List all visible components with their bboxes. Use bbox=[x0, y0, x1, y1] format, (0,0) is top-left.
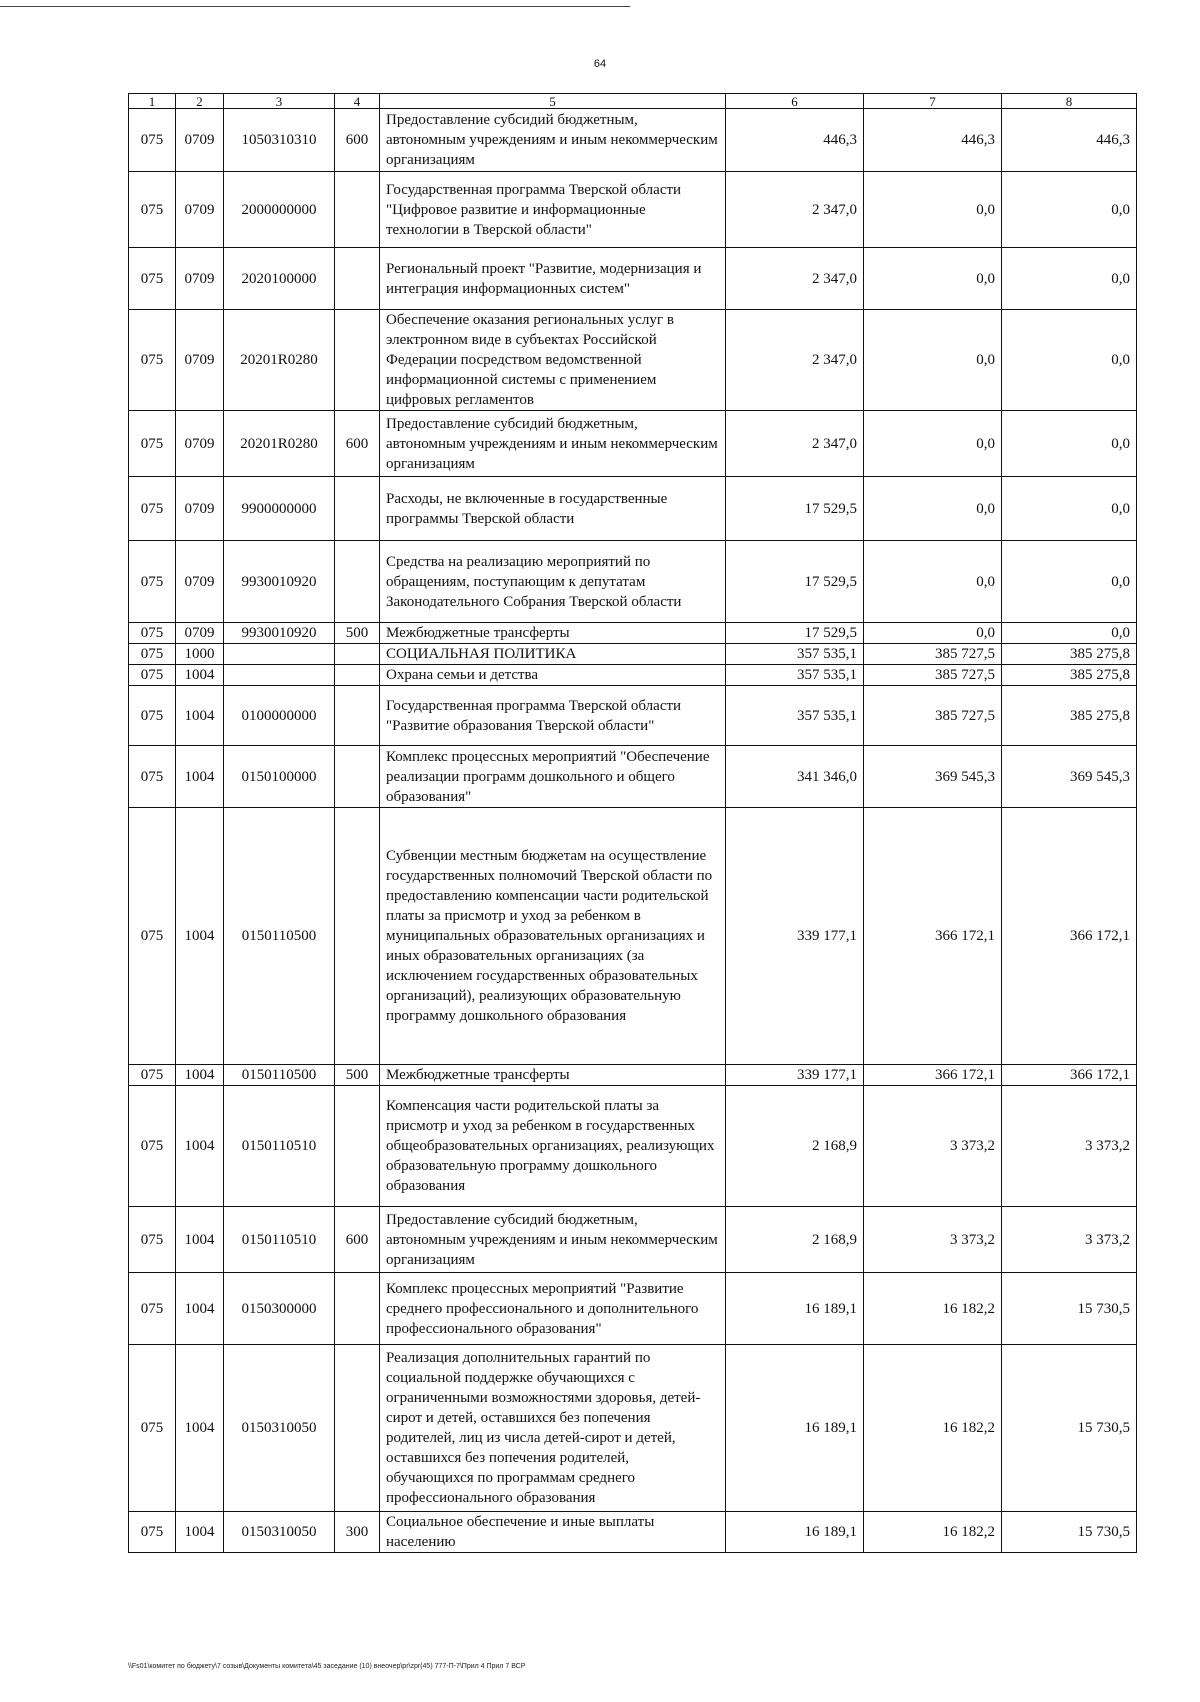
table-row bbox=[129, 310, 1137, 411]
amount-col8: 385 275,8 bbox=[1002, 686, 1137, 746]
amount-col6: 16 189,1 bbox=[726, 1273, 864, 1345]
amount-col8: 385 275,8 bbox=[1002, 665, 1137, 686]
amount-col6: 2 347,0 bbox=[726, 172, 864, 248]
table-row bbox=[129, 686, 1137, 746]
amount-col7: 16 182,2 bbox=[864, 1345, 1002, 1512]
expense-type-code bbox=[335, 1345, 380, 1512]
amount-col7: 0,0 bbox=[864, 172, 1002, 248]
expense-type-code bbox=[335, 808, 380, 1065]
ministry-code: 075 bbox=[129, 623, 176, 644]
table-row bbox=[129, 1207, 1137, 1273]
expense-description: Реализация дополнительных гарантий по социальной поддержке обучающихся с ограниченными возможностями здоровья, детей-сирот и детей, оставшихся без попечения родителей, лиц из числа детей-сирот и детей, оставшихся без попечения родителей, обучающихся по программам среднего профессионального образования bbox=[380, 1345, 726, 1512]
ministry-code: 075 bbox=[129, 248, 176, 310]
target-article-code: 0100000000 bbox=[224, 686, 335, 746]
expense-description: Государственная программа Тверской области "Развитие образования Тверской области" bbox=[380, 686, 726, 746]
amount-col6: 2 347,0 bbox=[726, 411, 864, 477]
expense-description: Компенсация части родительской платы за присмотр и уход за ребенком в государственных общеобразовательных организациях, реализующих образовательную программу дошкольного образования bbox=[380, 1086, 726, 1207]
expense-description: Комплекс процессных мероприятий "Развитие среднего профессионального и дополнительного профессионального образования" bbox=[380, 1273, 726, 1345]
expense-type-code bbox=[335, 665, 380, 686]
section-code: 1004 bbox=[176, 665, 224, 686]
section-code: 0709 bbox=[176, 109, 224, 172]
table-row bbox=[129, 1512, 1137, 1553]
page-number: 64 bbox=[593, 58, 607, 70]
amount-col8: 0,0 bbox=[1002, 477, 1137, 541]
amount-col8: 0,0 bbox=[1002, 248, 1137, 310]
amount-col8: 369 545,3 bbox=[1002, 746, 1137, 808]
amount-col8: 366 172,1 bbox=[1002, 1065, 1137, 1086]
table-row bbox=[129, 1345, 1137, 1512]
target-article-code bbox=[224, 665, 335, 686]
section-code: 0709 bbox=[176, 477, 224, 541]
target-article-code: 0150110510 bbox=[224, 1207, 335, 1273]
amount-col8: 15 730,5 bbox=[1002, 1273, 1137, 1345]
amount-col6: 357 535,1 bbox=[726, 686, 864, 746]
amount-col6: 16 189,1 bbox=[726, 1512, 864, 1553]
amount-col6: 17 529,5 bbox=[726, 623, 864, 644]
amount-col6: 2 347,0 bbox=[726, 248, 864, 310]
ministry-code: 075 bbox=[129, 477, 176, 541]
expense-type-code bbox=[335, 477, 380, 541]
table-row bbox=[129, 411, 1137, 477]
amount-col6: 17 529,5 bbox=[726, 541, 864, 623]
expense-description: Средства на реализацию мероприятий по обращениям, поступающим к депутатам Законодательного Собрания Тверской области bbox=[380, 541, 726, 623]
column-header: 5 bbox=[380, 94, 726, 109]
ministry-code: 075 bbox=[129, 808, 176, 1065]
amount-col7: 0,0 bbox=[864, 248, 1002, 310]
section-code: 0709 bbox=[176, 411, 224, 477]
amount-col8: 366 172,1 bbox=[1002, 808, 1137, 1065]
amount-col8: 3 373,2 bbox=[1002, 1207, 1137, 1273]
amount-col8: 385 275,8 bbox=[1002, 644, 1137, 665]
target-article-code: 0150110500 bbox=[224, 1065, 335, 1086]
expense-type-code: 500 bbox=[335, 623, 380, 644]
amount-col7: 385 727,5 bbox=[864, 644, 1002, 665]
table-body bbox=[129, 109, 1137, 1553]
expense-type-code: 600 bbox=[335, 109, 380, 172]
section-code: 1000 bbox=[176, 644, 224, 665]
amount-col6: 357 535,1 bbox=[726, 665, 864, 686]
amount-col7: 3 373,2 bbox=[864, 1207, 1002, 1273]
amount-col6: 2 347,0 bbox=[726, 310, 864, 411]
top-rule bbox=[0, 6, 630, 7]
column-header: 4 bbox=[335, 94, 380, 109]
amount-col7: 366 172,1 bbox=[864, 808, 1002, 1065]
amount-col7: 3 373,2 bbox=[864, 1086, 1002, 1207]
amount-col8: 0,0 bbox=[1002, 541, 1137, 623]
table-row bbox=[129, 665, 1137, 686]
ministry-code: 075 bbox=[129, 1065, 176, 1086]
target-article-code: 0150110500 bbox=[224, 808, 335, 1065]
amount-col7: 0,0 bbox=[864, 411, 1002, 477]
table-row bbox=[129, 808, 1137, 1065]
table-row bbox=[129, 109, 1137, 172]
table-row bbox=[129, 746, 1137, 808]
table-row bbox=[129, 644, 1137, 665]
expense-description: Обеспечение оказания региональных услуг в электронном виде в субъектах Российской Федерации посредством ведомственной информационной системы с применением цифровых регламентов bbox=[380, 310, 726, 411]
ministry-code: 075 bbox=[129, 172, 176, 248]
amount-col8: 15 730,5 bbox=[1002, 1345, 1137, 1512]
amount-col7: 0,0 bbox=[864, 623, 1002, 644]
expense-type-code bbox=[335, 248, 380, 310]
amount-col7: 446,3 bbox=[864, 109, 1002, 172]
table-row bbox=[129, 1086, 1137, 1207]
expense-type-code bbox=[335, 644, 380, 665]
ministry-code: 075 bbox=[129, 310, 176, 411]
column-header: 3 bbox=[224, 94, 335, 109]
expense-type-code bbox=[335, 541, 380, 623]
expense-type-code: 600 bbox=[335, 411, 380, 477]
column-header: 6 bbox=[726, 94, 864, 109]
target-article-code: 9930010920 bbox=[224, 623, 335, 644]
ministry-code: 075 bbox=[129, 411, 176, 477]
ministry-code: 075 bbox=[129, 644, 176, 665]
expense-description: Предоставление субсидий бюджетным, автономным учреждениям и иным некоммерческим организациям bbox=[380, 109, 726, 172]
section-code: 0709 bbox=[176, 541, 224, 623]
target-article-code: 20201R0280 bbox=[224, 411, 335, 477]
expense-type-code bbox=[335, 1273, 380, 1345]
expense-description: Межбюджетные трансферты bbox=[380, 1065, 726, 1086]
footer-file-path: \\Fs01\комитет по бюджету\7 созыв\Документы комитета\45 заседание (10) внеочер\pr\zpr(45) 777-П-7\Прил 4 Прил 7 ВСР bbox=[128, 1663, 526, 1670]
section-code: 1004 bbox=[176, 1207, 224, 1273]
expense-description: Комплекс процессных мероприятий "Обеспечение реализации программ дошкольного и общего образования" bbox=[380, 746, 726, 808]
ministry-code: 075 bbox=[129, 1207, 176, 1273]
target-article-code: 0150310050 bbox=[224, 1345, 335, 1512]
section-code: 1004 bbox=[176, 686, 224, 746]
amount-col6: 446,3 bbox=[726, 109, 864, 172]
table-row bbox=[129, 1065, 1137, 1086]
section-code: 0709 bbox=[176, 248, 224, 310]
expense-description: Охрана семьи и детства bbox=[380, 665, 726, 686]
column-header: 1 bbox=[129, 94, 176, 109]
amount-col6: 357 535,1 bbox=[726, 644, 864, 665]
ministry-code: 075 bbox=[129, 1512, 176, 1553]
expense-description: Предоставление субсидий бюджетным, автономным учреждениям и иным некоммерческим организациям bbox=[380, 411, 726, 477]
column-header: 2 bbox=[176, 94, 224, 109]
expense-description: Межбюджетные трансферты bbox=[380, 623, 726, 644]
amount-col7: 366 172,1 bbox=[864, 1065, 1002, 1086]
amount-col6: 339 177,1 bbox=[726, 808, 864, 1065]
target-article-code: 0150300000 bbox=[224, 1273, 335, 1345]
expense-description: Социальное обеспечение и иные выплаты населению bbox=[380, 1512, 726, 1553]
amount-col6: 2 168,9 bbox=[726, 1086, 864, 1207]
amount-col6: 17 529,5 bbox=[726, 477, 864, 541]
amount-col7: 0,0 bbox=[864, 541, 1002, 623]
expense-type-code bbox=[335, 310, 380, 411]
target-article-code: 2020100000 bbox=[224, 248, 335, 310]
ministry-code: 075 bbox=[129, 1086, 176, 1207]
table-row bbox=[129, 541, 1137, 623]
target-article-code: 20201R0280 bbox=[224, 310, 335, 411]
expense-type-code bbox=[335, 1086, 380, 1207]
column-header: 8 bbox=[1002, 94, 1137, 109]
amount-col8: 0,0 bbox=[1002, 623, 1137, 644]
budget-table bbox=[128, 93, 1137, 1553]
amount-col7: 16 182,2 bbox=[864, 1273, 1002, 1345]
section-code: 0709 bbox=[176, 310, 224, 411]
section-code: 1004 bbox=[176, 1086, 224, 1207]
table-row bbox=[129, 477, 1137, 541]
ministry-code: 075 bbox=[129, 541, 176, 623]
amount-col7: 0,0 bbox=[864, 310, 1002, 411]
amount-col8: 0,0 bbox=[1002, 310, 1137, 411]
ministry-code: 075 bbox=[129, 109, 176, 172]
expense-description: Предоставление субсидий бюджетным, автономным учреждениям и иным некоммерческим организациям bbox=[380, 1207, 726, 1273]
section-code: 1004 bbox=[176, 746, 224, 808]
ministry-code: 075 bbox=[129, 686, 176, 746]
amount-col6: 339 177,1 bbox=[726, 1065, 864, 1086]
table-row bbox=[129, 248, 1137, 310]
section-code: 1004 bbox=[176, 1065, 224, 1086]
expense-type-code: 600 bbox=[335, 1207, 380, 1273]
target-article-code: 0150310050 bbox=[224, 1512, 335, 1553]
section-code: 1004 bbox=[176, 1345, 224, 1512]
section-code: 0709 bbox=[176, 172, 224, 248]
expense-type-code bbox=[335, 686, 380, 746]
amount-col6: 2 168,9 bbox=[726, 1207, 864, 1273]
ministry-code: 075 bbox=[129, 746, 176, 808]
amount-col8: 446,3 bbox=[1002, 109, 1137, 172]
expense-type-code: 500 bbox=[335, 1065, 380, 1086]
column-header: 7 bbox=[864, 94, 1002, 109]
expense-type-code: 300 bbox=[335, 1512, 380, 1553]
ministry-code: 075 bbox=[129, 1273, 176, 1345]
amount-col8: 3 373,2 bbox=[1002, 1086, 1137, 1207]
section-code: 1004 bbox=[176, 1273, 224, 1345]
target-article-code bbox=[224, 644, 335, 665]
amount-col7: 385 727,5 bbox=[864, 686, 1002, 746]
amount-col6: 341 346,0 bbox=[726, 746, 864, 808]
amount-col7: 385 727,5 bbox=[864, 665, 1002, 686]
target-article-code: 0150110510 bbox=[224, 1086, 335, 1207]
ministry-code: 075 bbox=[129, 1345, 176, 1512]
expense-description: Расходы, не включенные в государственные программы Тверской области bbox=[380, 477, 726, 541]
target-article-code: 2000000000 bbox=[224, 172, 335, 248]
section-code: 0709 bbox=[176, 623, 224, 644]
target-article-code: 1050310310 bbox=[224, 109, 335, 172]
amount-col8: 15 730,5 bbox=[1002, 1512, 1137, 1553]
column-number-row bbox=[129, 94, 1137, 109]
amount-col6: 16 189,1 bbox=[726, 1345, 864, 1512]
ministry-code: 075 bbox=[129, 665, 176, 686]
amount-col7: 369 545,3 bbox=[864, 746, 1002, 808]
target-article-code: 9900000000 bbox=[224, 477, 335, 541]
section-code: 1004 bbox=[176, 808, 224, 1065]
expense-type-code bbox=[335, 746, 380, 808]
table-row bbox=[129, 1273, 1137, 1345]
amount-col7: 0,0 bbox=[864, 477, 1002, 541]
target-article-code: 9930010920 bbox=[224, 541, 335, 623]
table-row bbox=[129, 623, 1137, 644]
amount-col8: 0,0 bbox=[1002, 172, 1137, 248]
table-row bbox=[129, 172, 1137, 248]
amount-col8: 0,0 bbox=[1002, 411, 1137, 477]
target-article-code: 0150100000 bbox=[224, 746, 335, 808]
expense-description: Субвенции местным бюджетам на осуществление государственных полномочий Тверской области по предоставлению компенсации части родительской платы за присмотр и уход за ребенком в муниципальных образовательных организациях и иных образовательных организациях (за исключением государственных образовательных организаций), реализующих образовательную программу дошкольного образования bbox=[380, 808, 726, 1065]
amount-col7: 16 182,2 bbox=[864, 1512, 1002, 1553]
section-code: 1004 bbox=[176, 1512, 224, 1553]
expense-description: Региональный проект "Развитие, модернизация и интеграция информационных систем" bbox=[380, 248, 726, 310]
expense-description: СОЦИАЛЬНАЯ ПОЛИТИКА bbox=[380, 644, 726, 665]
expense-description: Государственная программа Тверской области "Цифровое развитие и информационные технологии в Тверской области" bbox=[380, 172, 726, 248]
expense-type-code bbox=[335, 172, 380, 248]
